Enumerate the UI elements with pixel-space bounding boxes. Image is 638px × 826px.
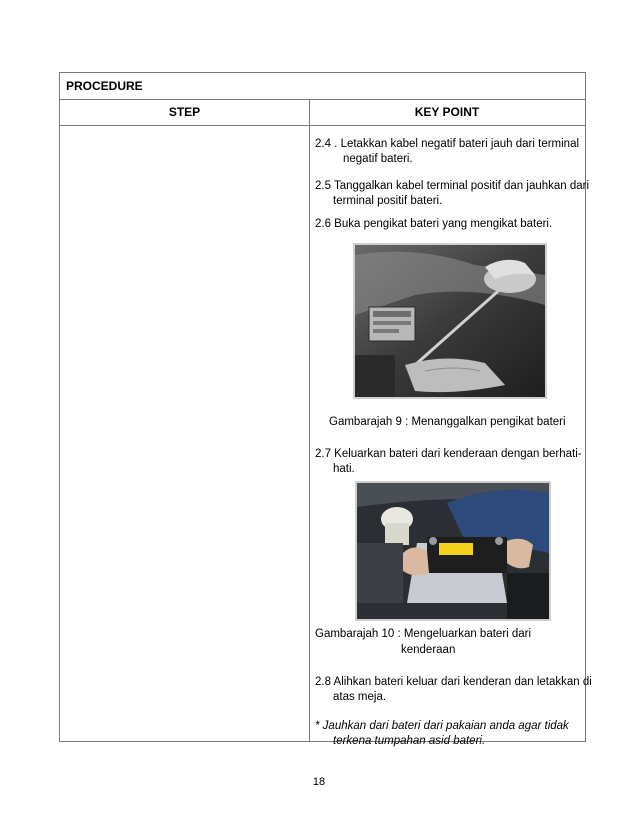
- battery-removal-illustration: [357, 483, 549, 619]
- figure-9-caption: Gambarajah 9 : Menanggalkan pengikat bateri: [329, 416, 566, 428]
- procedure-title: PROCEDURE: [66, 79, 143, 93]
- key-point-2-6: 2.6 Buka pengikat bateri yang mengikat bateri.: [315, 218, 553, 230]
- column-header-step: STEP: [168, 105, 201, 119]
- key-point-2-5: 2.5 Tanggalkan kabel terminal positif dan jauhkan dari terminal positif bateri.: [315, 180, 590, 207]
- figure-9-photo: [353, 243, 547, 399]
- procedure-header-row: [60, 73, 585, 100]
- key-point-2-4: 2.4 . Letakkan kabel negatif bateri jauh dari terminal negatif bateri.: [315, 138, 580, 165]
- figure-10-caption-line-1: Gambarajah 10 : Mengeluarkan bateri dari: [315, 628, 532, 640]
- figure-10-caption-line-2: kenderaan: [401, 644, 456, 656]
- column-divider: [309, 99, 310, 741]
- safety-note: * Jauhkan dari bateri dari pakaian anda agar tidak terkena tumpahan asid bateri.: [315, 720, 569, 747]
- column-header-row: [60, 99, 585, 126]
- page-number: 18: [312, 776, 326, 788]
- battery-clamp-illustration: [355, 245, 545, 397]
- figure-10-photo: [355, 481, 551, 621]
- column-header-key-point: KEY POINT: [414, 105, 480, 119]
- key-point-2-7: 2.7 Keluarkan bateri dari kenderaan dengan berhati-hati.: [315, 448, 582, 475]
- procedure-table: [59, 72, 592, 747]
- key-point-2-8: 2.8 Alihkan bateri keluar dari kenderan dan letakkan di atas meja.: [315, 676, 592, 703]
